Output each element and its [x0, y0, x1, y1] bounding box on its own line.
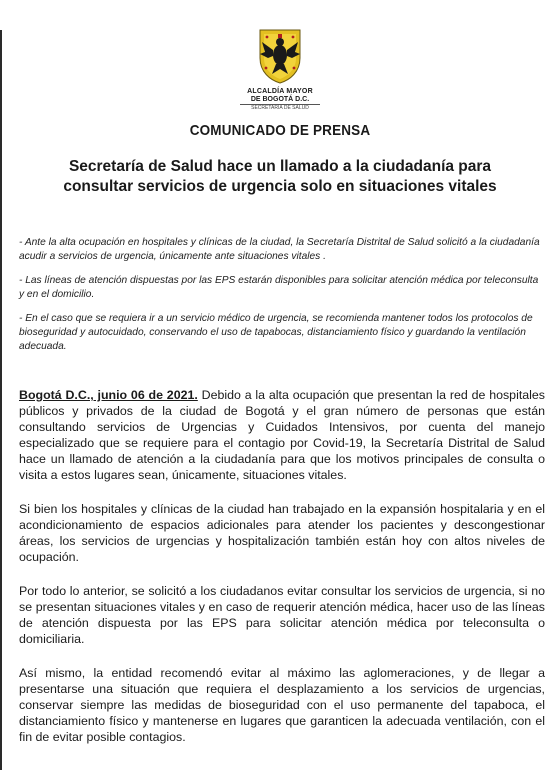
page-edge-shadow [0, 30, 2, 770]
body-paragraph: Así mismo, la entidad recomendó evitar al máximo las aglomeraciones, y de llegar a presentarse una situación que requiera el desplazamiento a los servicios de urgencias, conservar siempre las medidas de bioseguridad con el uso permanente del tapaboca, el distanciamiento físico y mantenerse en lugares que garanticen la adecuada ventilación, con el fin de evitar posible contagios. [19, 666, 545, 744]
body-paragraph [19, 387, 545, 483]
press-release-title: COMUNICADO DE PRENSA [189, 122, 371, 139]
body-text [19, 387, 545, 763]
summary-bullet: - En el caso que se requiera ir a un servicio médico de urgencia, se recomienda mantener todos los protocolos de bioseguridad y autocuidado, conservando el uso de tapabocas, distanciamiento físico y guardando la ventilación adecuada. [19, 313, 533, 352]
bogota-coat-of-arms-icon [254, 28, 306, 84]
headline: Secretaría de Salud hace un llamado a la ciudadanía para consultar servicios de urgencia solo en situaciones vitales [63, 158, 497, 195]
org-department: SECRETARÍA DE SALUD [251, 105, 309, 112]
paragraph-text: Debido a la alta ocupación que presentan la red de hospitales públicos y privados de la ciudad de Bogotá y el gran número de personas que están consultando servicios de Urgencias y Cuidados Intensivos, por cuenta del manejo especializado que se requiere para el contagio por Covid-19, la Secretaría Distrital de Salud hace un llamado de atención a la ciudadanía para que los motivos principales de consulta o visita a estos lugares sean, únicamente, situaciones vitales. [19, 388, 545, 482]
letterhead [0, 28, 560, 112]
body-paragraph: Si bien los hospitales y clínicas de la ciudad han trabajado en la expansión hospitalaria y en el acondicionamiento de espacios adicionales para atender los pacientes y descongestionar áreas, los servicios de urgencias y hospitalización también están hoy con altos niveles de ocupación. [19, 502, 545, 564]
org-name-line-2: DE BOGOTÁ D.C. [250, 95, 310, 103]
summary-bullet: - Ante la alta ocupación en hospitales y clínicas de la ciudad, la Secretaría Distrital de Salud solicitó a la ciudadanía acudir a servicios de urgencia, únicamente ante situaciones vitales . [19, 237, 540, 262]
summary-bullets [19, 236, 543, 364]
dateline: Bogotá D.C., junio 06 de 2021. [19, 388, 198, 402]
summary-bullet: - Las líneas de atención dispuestas por las EPS estarán disponibles para solicitar atención médica por teleconsulta y en el domicilio. [19, 275, 539, 300]
body-paragraph: Por todo lo anterior, se solicitó a los ciudadanos evitar consultar los servicios de urgencia, si no se presentan situaciones vitales y en caso de requerir atención médica, hacer uso de las líneas de atención dispuesta por las EPS para solicitar atención médica por teleconsulta o domiciliaria. [19, 584, 545, 646]
org-name-line-1: ALCALDÍA MAYOR [247, 88, 313, 95]
